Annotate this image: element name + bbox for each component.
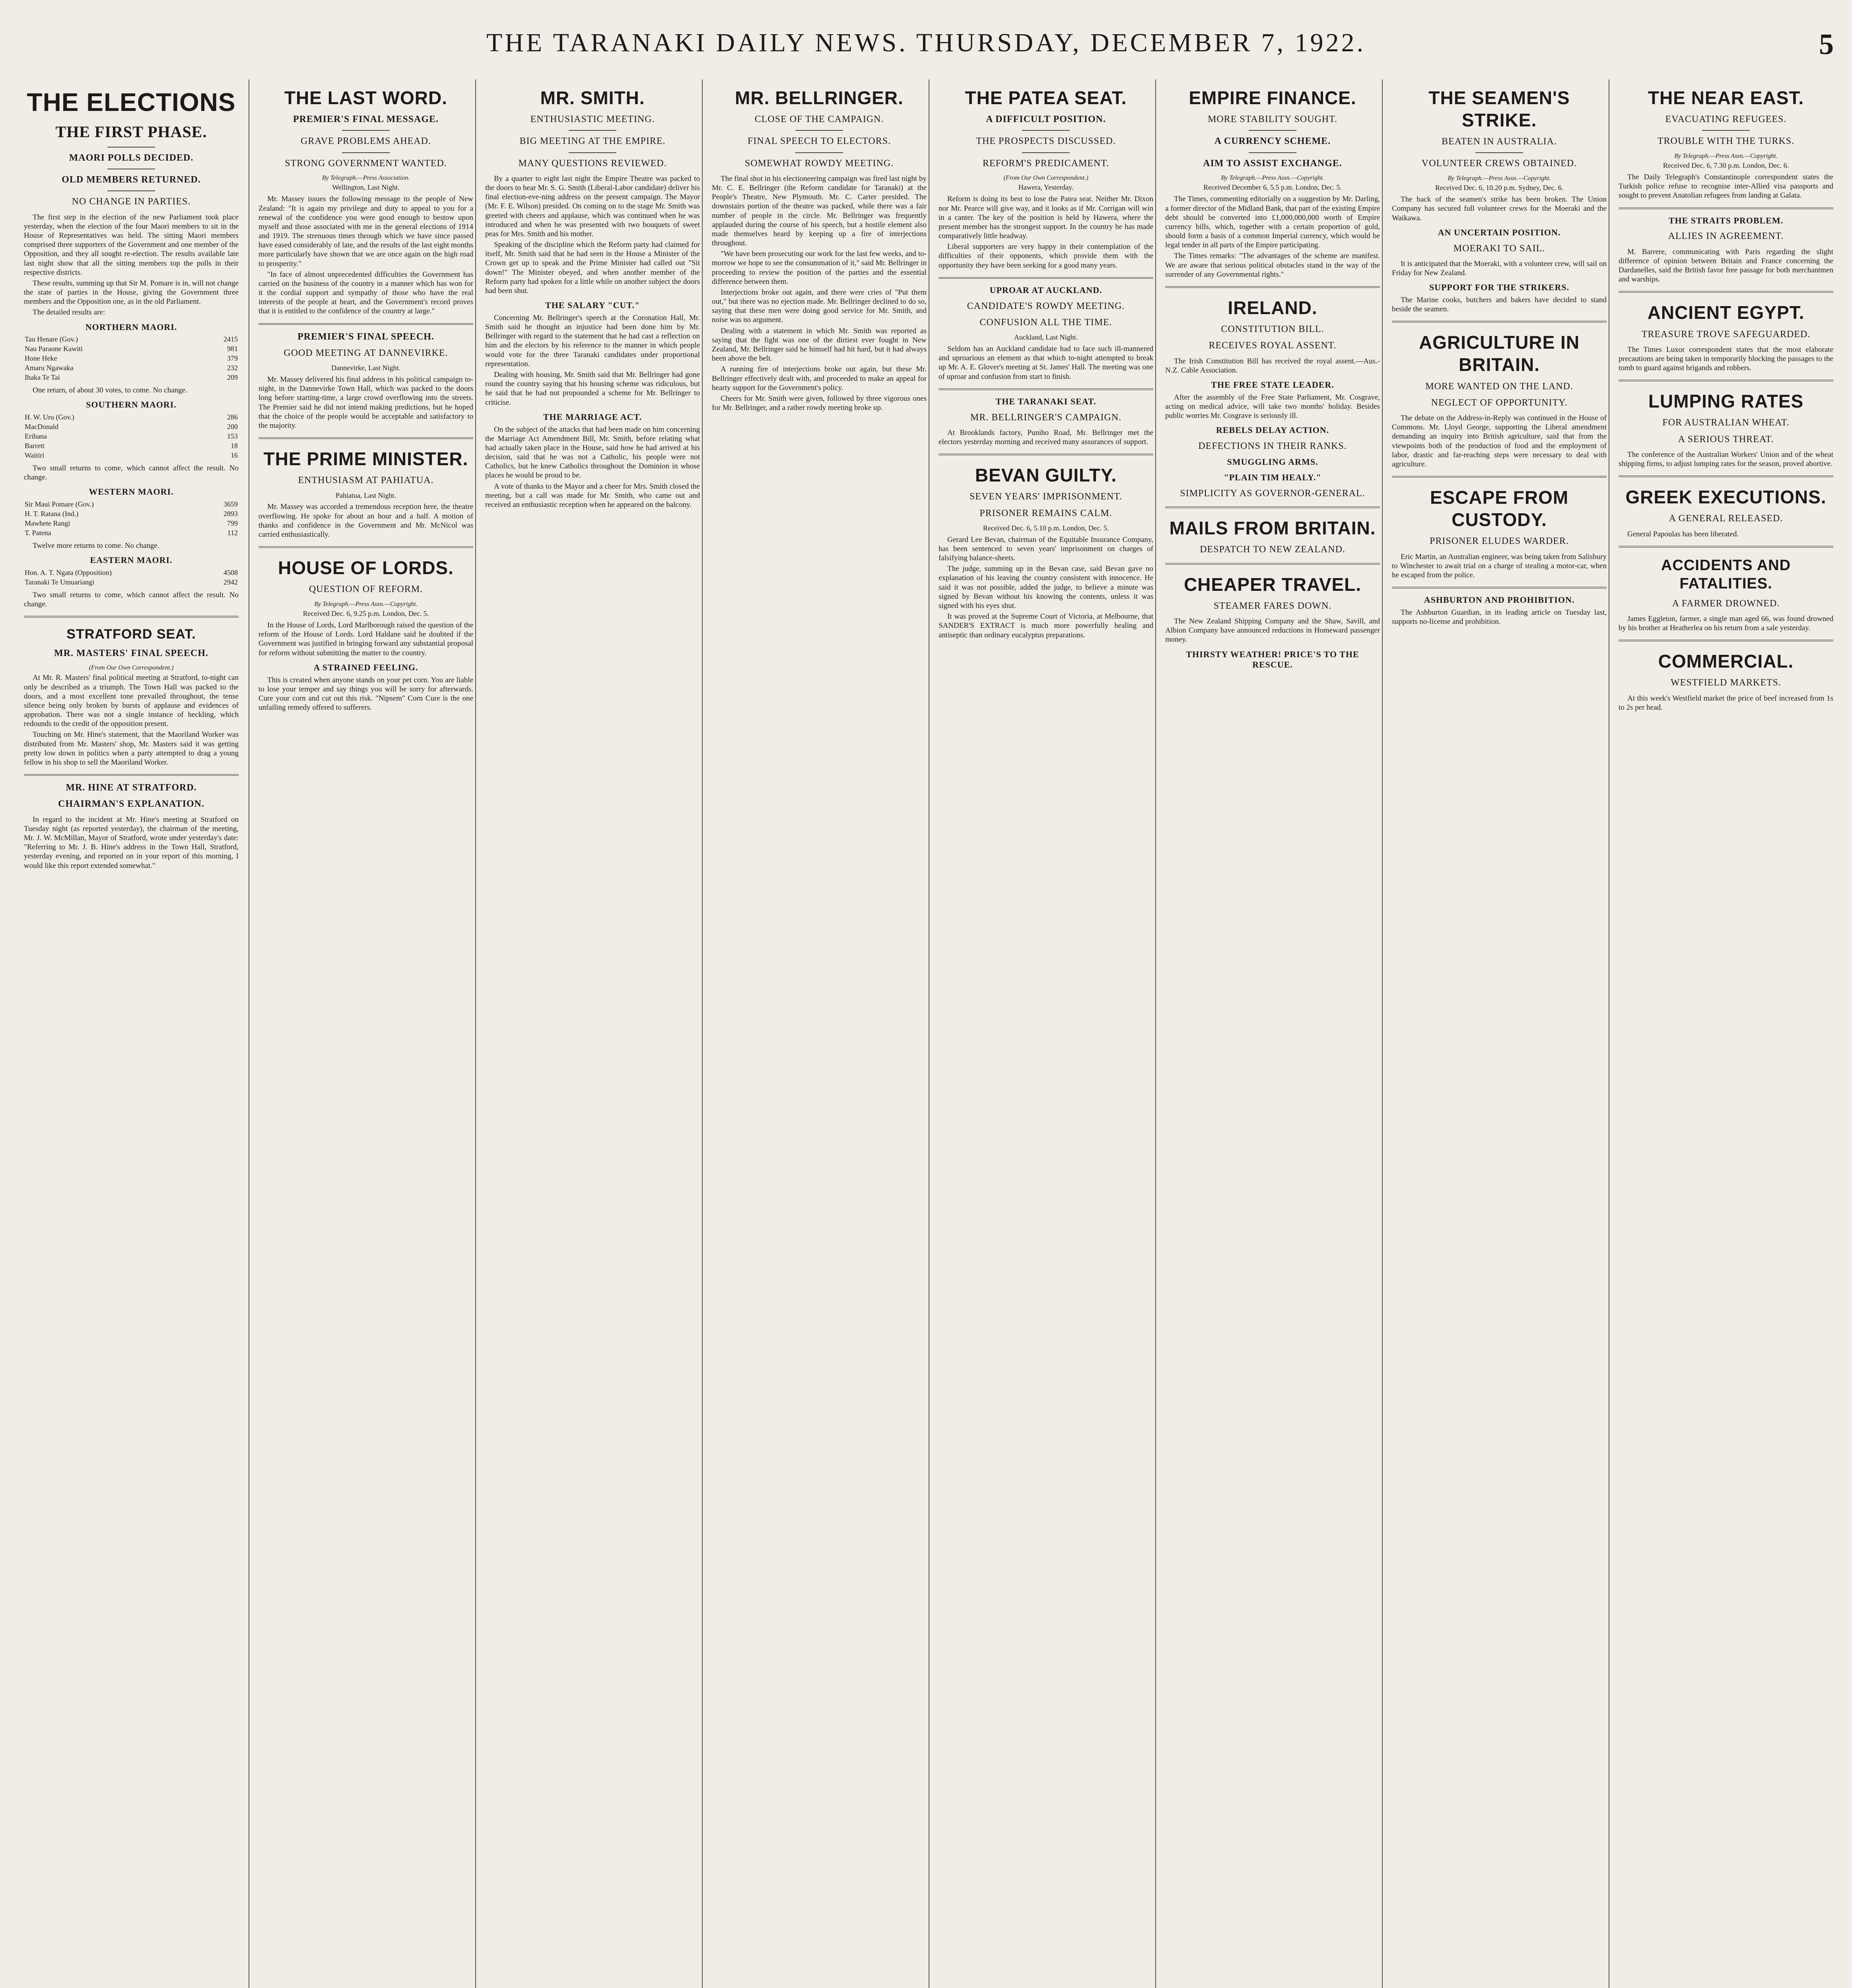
advertisement-heading: THIRSTY WEATHER! PRICE'S TO THE RESCUE. — [1186, 649, 1359, 670]
column-patea-seat — [939, 80, 1153, 1988]
headline: LUMPING RATES — [1648, 391, 1804, 412]
deck: TROUBLE WITH THE TURKS. — [1657, 136, 1795, 147]
deck: THE FIRST PHASE. — [55, 123, 207, 141]
masthead — [0, 28, 1852, 80]
vote-count: 232 — [227, 364, 238, 372]
column-rule — [1382, 80, 1383, 1988]
paragraph: "In face of almost unprecedented difficulties the Government has carried on the business of the country in a manner which has won for it the cordial support and sympathy of those who have the real interests of the people at heart, and the Government's record proves that it is entitled to the confidence of the country at large." — [258, 270, 473, 316]
deck: EVACUATING REFUGEES. — [1665, 114, 1787, 125]
candidate-name: T. Patena — [25, 528, 51, 537]
deck: DESPATCH TO NEW ZEALAND. — [1200, 544, 1345, 555]
paragraph: One return, of about 30 votes, to come. No change. — [33, 386, 187, 395]
deck: ALLIES IN AGREEMENT. — [1668, 231, 1784, 242]
subheading: REBELS DELAY ACTION. — [1216, 425, 1329, 435]
paragraph: Mr. Massey was accorded a tremendous reception here, the theatre overflowing. He spoke for about an hour and a half. A motion of thanks and confidence in the Government and Mr. McNicol was carried enthusiastically. — [258, 503, 473, 539]
paragraph: The Marine cooks, butchers and bakers have decided to stand beside the seamen. — [1392, 296, 1607, 314]
table-row — [24, 432, 239, 441]
deck: THE PROSPECTS DISCUSSED. — [976, 136, 1116, 147]
paragraph: The back of the seamen's strike has been broken. The Union Company has secured full volunteer crews for the Moeraki and the Waikawa. — [1392, 195, 1607, 222]
table-row — [24, 568, 239, 578]
district-title: WESTERN MAORI. — [89, 487, 174, 497]
headline: ANCIENT EGYPT. — [1647, 302, 1805, 323]
divider — [1475, 152, 1523, 153]
paragraph: At this week's Westfield market the price of beef increased from 1s to 2s per head. — [1619, 694, 1833, 712]
headline: THE NEAR EAST. — [1648, 87, 1804, 108]
paragraph: Cheers for Mr. Smith were given, followed by three vigorous ones for Mr. Bellringer, and a rather rowdy meeting broke up. — [712, 394, 927, 412]
deck: SOMEWHAT ROWDY MEETING. — [744, 158, 894, 169]
column-seamens-strike — [1392, 80, 1607, 1988]
vote-count: 18 — [231, 442, 238, 450]
deck: A DIFFICULT POSITION. — [986, 114, 1106, 125]
paragraph: At Brooklands factory, Puniho Road, Mr. Bellringer met the electors yesterday morning and received many assurances of support. — [939, 428, 1153, 447]
deck: CHAIRMAN'S EXPLANATION. — [58, 799, 204, 810]
deck: CANDIDATE'S ROWDY MEETING. — [967, 301, 1125, 311]
deck: NEGLECT OF OPPORTUNITY. — [1431, 397, 1568, 408]
byline: By Telegraph.—Press Association. — [322, 174, 410, 181]
paragraph: These results, summing up that Sir M. Pomare is in, will not change the state of parties in the House, giving the Government three members and the Opposition one, as in the old Parliament. — [24, 279, 239, 306]
divider — [569, 152, 616, 153]
deck: VOLUNTEER CREWS OBTAINED. — [1421, 158, 1577, 169]
vote-count: 2942 — [223, 578, 238, 586]
candidate-name: Ihaka Te Tai — [25, 373, 60, 382]
deck: STRONG GOVERNMENT WANTED. — [285, 158, 447, 169]
paragraph: Mr. Massey issues the following message to the people of New Zealand: "It is again my privilege and duty to appeal to you for a renewal of the confidence you were good enough to bestow upon myself and those associated with me in the general elections of 1914 and 1919. The strenuous times through which we have since passed have eased considerably of late, and the results of the last eight months more particularly have shown that we are once again on the high road to prosperity." — [258, 195, 473, 268]
headline: EMPIRE FINANCE. — [1189, 87, 1356, 108]
paragraph: The judge, summing up in the Bevan case, said Bevan gave no explanation of his leaving the country consistent with innocence. He said it was not possible, added the judge, to believe a minute was signed by Bevan without his knowing the contents, unless it was signed with his eyes shut. — [939, 565, 1153, 610]
headline: MR. SMITH. — [540, 87, 645, 108]
headline: HOUSE OF LORDS. — [278, 557, 454, 579]
deck: ENTHUSIASM AT PAHIATUA. — [298, 475, 434, 486]
column-last-word — [258, 80, 473, 1988]
column-mr-bellringer — [712, 80, 927, 1988]
deck: A CURRENCY SCHEME. — [1214, 136, 1331, 147]
vote-count: 2415 — [223, 335, 238, 344]
byline: By Telegraph.—Press Assn.—Copyright. — [1221, 174, 1324, 181]
dateline: Hawera, Yesterday. — [1018, 183, 1074, 192]
paragraph: At Mr. R. Masters' final political meeting at Stratford, to-night can only be described as a triumph. The Town Hall was packed to the doors, and a most excellent tone prevailed throughout, the tense silence being only broken by bursts of applause and evidences of approbation. There was not a single instance of heckling, which redounds to the credit of the opposition present. — [24, 674, 239, 728]
paragraph: Liberal supporters are very happy in their contemplation of the difficulties of their opponents, which provide them with the opportunity they have been seeking for a good many years. — [939, 243, 1153, 270]
column-near-east — [1619, 80, 1833, 1988]
vote-count: 799 — [227, 519, 238, 527]
headline: ACCIDENTS AND FATALITIES. — [1661, 557, 1791, 592]
paragraph: It is anticipated that the Moeraki, with a volunteer crew, will sail on Friday for New Zealand. — [1392, 259, 1607, 277]
table-row — [24, 373, 239, 382]
vote-count: 200 — [227, 423, 238, 431]
paragraph: On the subject of the attacks that had been made on him concerning the Marriage Act Amendment Bill, Mr. Smith, before relating what had actually taken place in the House, said how he had arrived at his decision, said that he was not a Catholic, his people were not Catholics, but he knew Catholics throughout the Dominion in whose places he would be proud to be. — [485, 425, 700, 480]
paragraph: James Eggleton, farmer, a single man aged 66, was found drowned by his brother at Heatherlea on his return from a sale yesterday. — [1619, 614, 1833, 632]
paragraph: The detailed results are: — [33, 308, 105, 317]
headline: STRATFORD SEAT. — [66, 627, 196, 642]
paragraph: The Times Luxor correspondent states that the most elaborate precautions are being taken in temporarily blocking the passages to the tomb to guard against brigands and robbers. — [1619, 345, 1833, 373]
results-table-south — [24, 413, 239, 460]
candidate-name: Tau Henare (Gov.) — [25, 335, 78, 344]
table-row — [24, 500, 239, 509]
dateline: Received Dec. 6, 9.25 p.m. London, Dec. 5. — [303, 610, 429, 618]
candidate-name: Taranaki Te Umuariangi — [25, 578, 95, 586]
column-mr-smith — [485, 80, 700, 1988]
paragraph: Dealing with a statement in which Mr. Smith was reported as saying that the fight was one of the dirtiest ever fought in New Zealand, Mr. Bellringer said he himself had hit hard, but it had always been above the belt. — [712, 326, 927, 363]
candidate-name: Nau Paraone Kawiti — [25, 345, 83, 353]
deck: GOOD MEETING AT DANNEVIRKE. — [284, 348, 448, 358]
paragraph: Dealing with housing, Mr. Smith said that Mr. Bellringer had gone round the country saying that his housing scheme was ridiculous, but he said that he had not propounded a scheme for Mr. Bellringer to criticise. — [485, 371, 700, 407]
candidate-name: Erihana — [25, 432, 47, 441]
paragraph: Seldom has an Auckland candidate had to face such ill-mannered and uproarious an element as that which to-night attempted to break up Mr. A. E. Glover's meeting at St. James' Hall. The meeting was one of uproar and confusion from start to finish. — [939, 345, 1153, 381]
subheading: THE SALARY "CUT." — [545, 300, 640, 311]
district-title: SOUTHERN MAORI. — [86, 400, 177, 410]
paragraph: The Times, commenting editorially on a suggestion by Mr. Darling, a former director of the Midland Bank, that part of the existing Empire debt should be converted into £1,000,000,000 worth of Empire currency bills, which, together with a certain proportion of gold, should form a basis of a common Imperial currency, which would be legal tender in all parts of the Empire participating. — [1165, 195, 1380, 250]
subheading: AN UNCERTAIN POSITION. — [1438, 227, 1561, 237]
byline: By Telegraph.—Press Assn.—Copyright. — [1448, 175, 1551, 182]
candidate-name: Mawhete Rangi — [25, 519, 70, 527]
deck: MR. MASTERS' FINAL SPEECH. — [54, 648, 209, 658]
table-row — [24, 509, 239, 519]
vote-count: 981 — [227, 345, 238, 353]
divider — [342, 130, 390, 131]
divider — [1249, 130, 1296, 131]
subheading: ASHBURTON AND PROHIBITION. — [1424, 595, 1575, 605]
candidate-name: Hon. A. T. Ngata (Opposition) — [25, 568, 112, 577]
paragraph: Interjections broke out again, and there were cries of "Put them out," but there was no ejection made. Mr. Bellringer declined to do so, saying that these men were doing good service for Mr. Smith, and noise was no argument. — [712, 288, 927, 324]
dateline: Received Dec. 6, 10.20 p.m. Sydney, Dec. 6. — [1435, 184, 1564, 192]
results-table-west — [24, 500, 239, 538]
deck: MOERAKI TO SAIL. — [1453, 243, 1545, 254]
table-row — [24, 335, 239, 344]
paragraph: A vote of thanks to the Mayor and a cheer for Mrs. Smith closed the meeting, but a call was made for Mr. Smith, who came out and received an enthusiastic reception when he appeared on the balcony. — [485, 482, 700, 509]
table-row — [24, 441, 239, 451]
district-title: NORTHERN MAORI. — [85, 322, 177, 332]
headline: ESCAPE FROM CUSTODY. — [1430, 487, 1569, 530]
deck: PREMIER'S FINAL MESSAGE. — [293, 114, 439, 125]
deck: PRISONER REMAINS CALM. — [979, 508, 1112, 518]
subheading: THE TARANAKI SEAT. — [995, 396, 1096, 406]
deck: FINAL SPEECH TO ELECTORS. — [747, 136, 891, 147]
table-row — [24, 519, 239, 528]
subheading: THE MARRIAGE ACT. — [543, 412, 642, 422]
deck: PRISONER ELUDES WARDER. — [1430, 536, 1569, 547]
vote-count: 209 — [227, 373, 238, 382]
subheading: A STRAINED FEELING. — [313, 662, 418, 672]
dateline: Received Dec. 6, 5.10 p.m. London, Dec. 5. — [983, 524, 1109, 532]
byline: (From Our Own Correspondent.) — [1003, 174, 1088, 181]
table-row — [24, 344, 239, 354]
deck: SIMPLICITY AS GOVERNOR-GENERAL. — [1180, 488, 1365, 499]
deck: MAORI POLLS DECIDED. — [69, 152, 194, 163]
vote-count: 112 — [227, 528, 238, 537]
deck: GRAVE PROBLEMS AHEAD. — [301, 136, 431, 147]
headline: THE LAST WORD. — [284, 87, 448, 108]
paragraph: The Irish Constitution Bill has received the royal assent.—Aus.-N.Z. Cable Association. — [1165, 357, 1380, 375]
paragraph: Touching on Mr. Hine's statement, that the Maoriland Worker was distributed from Mr. Masters' shop, Mr. Masters said it was getting pretty low down in politics when a party attempted to drag a young fellow in his shop to sell the Maoriland Worker. — [24, 730, 239, 767]
headline: CHEAPER TRAVEL. — [1183, 574, 1362, 595]
deck: STEAMER FARES DOWN. — [1213, 600, 1332, 611]
deck: CONFUSION ALL THE TIME. — [979, 317, 1112, 328]
column-empire-finance — [1165, 80, 1380, 1988]
headline: MR. BELLRINGER. — [735, 87, 904, 108]
column-rule — [1155, 80, 1156, 1988]
deck: PREMIER'S FINAL SPEECH. — [297, 331, 434, 342]
district-title: EASTERN MAORI. — [90, 555, 173, 565]
headline: THE SEAMEN'S STRIKE. — [1428, 87, 1570, 131]
column-rule — [475, 80, 476, 1988]
subheading: SUPPORT FOR THE STRIKERS. — [1429, 282, 1570, 293]
deck: TREASURE TROVE SAFEGUARDED. — [1641, 329, 1811, 340]
paragraph: The Times remarks: "The advantages of the scheme are manifest. We are aware that serious political obstacles stand in the way of the surrender of any Governmental rights." — [1165, 252, 1380, 279]
deck: MANY QUESTIONS REVIEWED. — [518, 158, 667, 169]
divider — [1022, 130, 1070, 131]
candidate-name: Sir Maui Pomare (Gov.) — [25, 500, 94, 509]
paragraph: A running fire of interjections broke out again, but these Mr. Bellringer effectively dealt with, and proceeded to make an appeal for hearty support for the Government's policy. — [712, 365, 927, 392]
paragraph: The conference of the Australian Workers' Union and of the wheat shipping firms, to adjust lumping rates for the season, proved abortive. — [1619, 450, 1833, 468]
table-row — [24, 422, 239, 432]
paragraph: The Daily Telegraph's Constantinople correspondent states the Turkish police refuse to recognise inter-Allied visa passports and sought to prevent Anatolian refugees from landing at Galata. — [1619, 173, 1833, 200]
deck: AIM TO ASSIST EXCHANGE. — [1203, 158, 1342, 169]
divider — [569, 130, 616, 131]
deck: A FARMER DROWNED. — [1672, 598, 1780, 609]
table-row — [24, 363, 239, 373]
headline: IRELAND. — [1228, 297, 1318, 318]
headline: THE ELECTIONS — [27, 88, 236, 116]
deck: ENTHUSIASTIC MEETING. — [530, 114, 655, 125]
vote-count: 379 — [227, 354, 238, 363]
paragraph: Twelve more returns to come. No change. — [33, 541, 159, 550]
dateline: Received Dec. 6, 7.30 p.m. London, Dec. 6. — [1663, 161, 1789, 170]
table-row — [24, 528, 239, 538]
headline: GREEK EXECUTIONS. — [1625, 487, 1827, 508]
divider — [1702, 130, 1750, 131]
deck: REFORM'S PREDICAMENT. — [982, 158, 1110, 169]
deck: CONSTITUTION BILL. — [1221, 324, 1324, 335]
dateline: Dannevirke, Last Night. — [331, 364, 400, 372]
column-elections — [24, 80, 239, 1988]
headline: BEVAN GUILTY. — [975, 465, 1117, 486]
headline: AGRICULTURE IN BRITAIN. — [1419, 332, 1580, 375]
divider — [107, 190, 155, 191]
deck: A GENERAL RELEASED. — [1669, 513, 1783, 524]
deck: BIG MEETING AT THE EMPIRE. — [519, 136, 666, 147]
vote-count: 286 — [227, 413, 238, 421]
table-row — [24, 451, 239, 460]
deck: DEFECTIONS IN THEIR RANKS. — [1198, 441, 1347, 452]
deck: CLOSE OF THE CAMPAIGN. — [754, 114, 884, 125]
candidate-name: H. W. Uru (Gov.) — [25, 413, 74, 421]
paragraph: Gerard Lee Bevan, chairman of the Equitable Insurance Company, has been sentenced to seven years' imprisonment on charges of falsifying balance-sheets. — [939, 535, 1153, 563]
deck: WESTFIELD MARKETS. — [1671, 678, 1781, 688]
vote-count: 2893 — [223, 510, 238, 518]
subheading: SMUGGLING ARMS. — [1227, 457, 1318, 467]
masthead-title: THE TARANAKI DAILY NEWS. THURSDAY, DECEMBER 7, 1922. — [486, 28, 1366, 57]
paragraph: Speaking of the discipline which the Reform party had claimed for itself, Mr. Smith said that he had seen in the House a Minister of the Crown get up to speak and the Prime Minister had called out "Sit down!" The Minister obeyed, and when another member of the Reform party had spoken for a little while on another subject the doors had been shut. — [485, 241, 700, 295]
divider — [795, 152, 843, 153]
paragraph: Reform is doing its best to lose the Patea seat. Neither Mr. Dixon nor Mr. Pearce will give way, and it looks as if Mr. Corrigan will win in a canter. The key of the position is held by Hawera, where the present member has the strongest support. In the country he has made comparatively little headway. — [939, 195, 1153, 241]
subheading: THE STRAITS PROBLEM. — [1668, 215, 1784, 225]
candidate-name: Amaru Ngawaka — [25, 364, 74, 372]
subheading: UPROAR AT AUCKLAND. — [989, 285, 1102, 295]
dateline: Auckland, Last Night. — [1014, 333, 1078, 342]
column-rule — [702, 80, 703, 1988]
deck: BEATEN IN AUSTRALIA. — [1442, 136, 1557, 147]
paragraph: The debate on the Address-in-Reply was continued in the House of Commons. Mr. Lloyd George, supporting the Liberal amendment demanding an inquiry into British agriculture, said that from the viewpoints both of the production of food and the employment of labor, drastic and far-reaching steps were necessary to deal with agriculture. — [1392, 414, 1607, 468]
table-row — [24, 354, 239, 363]
deck: MORE STABILITY SOUGHT. — [1207, 114, 1338, 125]
subheading: THE FREE STATE LEADER. — [1211, 379, 1334, 390]
divider — [1249, 152, 1296, 153]
dateline: Pahiatua, Last Night. — [336, 491, 396, 499]
paragraph: After the assembly of the Free State Parliament, Mr. Cosgrave, acting on medical advice, will take two months' holiday. Besides public worries Mr. Cosgrave is seriously ill. — [1165, 393, 1380, 420]
deck: OLD MEMBERS RETURNED. — [62, 175, 201, 185]
paragraph: General Papoulas has been liberated. — [1627, 530, 1739, 538]
deck: FOR AUSTRALIAN WHEAT. — [1662, 417, 1790, 428]
deck: NO CHANGE IN PARTIES. — [72, 196, 191, 207]
headline: MAILS FROM BRITAIN. — [1169, 518, 1376, 539]
paragraph: In the House of Lords, Lord Marlborough raised the question of the reform of the House of Lords. Lord Haldane said he doubted if the Government was justified in bringing forward any substantial proposal for reform without submitting the matter to the country. — [258, 621, 473, 657]
vote-count: 3659 — [223, 500, 238, 509]
deck: RECEIVES ROYAL ASSENT. — [1209, 340, 1337, 351]
divider — [342, 152, 390, 153]
vote-count: 16 — [231, 451, 238, 459]
results-table-north — [24, 335, 239, 382]
paragraph: Two small returns to come, which cannot affect the result. No change. — [24, 590, 239, 608]
vote-count: 4508 — [223, 568, 238, 577]
paragraph: The final shot in his electioneering campaign was fired last night by Mr. C. E. Bellringer (the Reform candidate for Taranaki) at the People's Theatre, New Plymouth. Mr. C. Carter presided. The downstairs portion of the theatre was packed, while there was a fair number of people in the circle. Mr. Bellringer was frequently applauded during the course of his speech, but a hostile element also made themselves heard by keeping up a fire of interjections throughout. — [712, 174, 927, 248]
candidate-name: Hone Heke — [25, 354, 57, 363]
table-row — [24, 413, 239, 422]
candidate-name: Waitiri — [25, 451, 45, 459]
paragraph: The Ashburton Guardian, in its leading article on Tuesday last, supports no-license and prohibition. — [1392, 608, 1607, 626]
candidate-name: MacDonald — [25, 423, 58, 431]
subheading: "PLAIN TIM HEALY." — [1224, 472, 1321, 483]
paragraph: "We have been prosecuting our work for the last few weeks, and to-morrow we hope to see the consummation of it," said Mr. Bellringer in proceeding to review the position of the parties and the essential difference between them. — [712, 250, 927, 286]
deck: SEVEN YEARS' IMPRISONMENT. — [969, 491, 1123, 502]
advertisement-text: It was proved at the Supreme Court of Victoria, at Melbourne, that SANDER'S EXTRACT is much more powerfully healing and antiseptic than ordinary eucalyptus preparations. — [939, 612, 1153, 639]
paragraph: By a quarter to eight last night the Empire Theatre was packed to the doors to hear Mr. S. G. Smith (Liberal-Labor candidate) deliver his final election-eve-ning address on the present campaign. The Mayor (Mr. F. E. Wilson) presided. On coming on to the stage Mr. Smith was greeted with cheers and applause, which was continued when he was introduced and when he was presented with two bouquets of sweet peas for Mrs. Smith and his mother. — [485, 174, 700, 238]
paragraph: The New Zealand Shipping Company and the Shaw, Savill, and Albion Company have announced reductions in Homeward passenger money. — [1165, 617, 1380, 644]
results-table-east — [24, 568, 239, 587]
paragraph: Eric Martin, an Australian engineer, was being taken from Salisbury to Winchester to await trial on a charge of stealing a motor-car, when he escaped from the police. — [1392, 552, 1607, 579]
candidate-name: Barrett — [25, 442, 45, 450]
byline: By Telegraph.—Press Assn.—Copyright. — [1674, 152, 1778, 159]
deck: QUESTION OF REFORM. — [309, 584, 423, 595]
advertisement-text: This is created when anyone stands on your pet corn. You are liable to lose your temper and say things you will be sorry for afterwards. Cure your corn and cut out this risk. "Nipsem" Corn Cure is the one unfailing remedy offered to sufferers. — [258, 676, 473, 712]
headline: COMMERCIAL. — [1658, 651, 1794, 672]
paragraph: Concerning Mr. Bellringer's speech at the Coronation Hall, Mr. Smith said he thought an injustice had been done him by Mr. Bellringer with regard to the statement that he had cast a reflection on him and the electors by his reference to the manner in which people would vote for the three Taranaki candidates under proportional representation. — [485, 313, 700, 368]
dateline: Received December 6, 5.5 p.m. London, Dec. 5. — [1203, 183, 1342, 192]
dateline: Wellington, Last Night. — [332, 183, 400, 192]
paragraph: Two small returns to come, which cannot affect the result. No change. — [24, 464, 239, 482]
deck: MR. HINE AT STRATFORD. — [66, 782, 197, 793]
byline: (From Our Own Correspondent.) — [89, 664, 174, 671]
headline: THE PRIME MINISTER. — [263, 448, 468, 470]
divider — [1022, 152, 1070, 153]
page-number: 5 — [1819, 28, 1836, 61]
byline: By Telegraph.—Press Assn.—Copyright. — [314, 600, 418, 608]
deck: A SERIOUS THREAT. — [1678, 434, 1774, 445]
candidate-name: H. T. Ratana (Ind.) — [25, 510, 79, 518]
deck: MORE WANTED ON THE LAND. — [1425, 381, 1573, 392]
table-row — [24, 578, 239, 587]
paragraph: Mr. Massey delivered his final address in his political campaign to-night, in the Dannevirke Town Hall, which was packed to the doors long before starting-time, a large crowd overflowing into the streets. The Premier said he did not intend making predictions, but he hoped that the choice of the people would be acceptable and satisfactory to the majority. — [258, 375, 473, 430]
paragraph: The first step in the election of the new Parliament took place yesterday, when the election of the four Maori members to sit in the House of Representatives was held. The sitting Maori members comprised three supporters of the Government and one member of the Opposition, and they all sought re-election. The results available late last night show that all the sitting members top the polls in their respective districts. — [24, 213, 239, 277]
divider — [107, 147, 155, 148]
vote-count: 153 — [227, 432, 238, 441]
paragraph: M. Barrere, communicating with Paris regarding the slight difference of opinion between Britain and France concerning the Dardanelles, said the British favor free passage for both merchantmen and warships. — [1619, 247, 1833, 284]
headline: THE PATEA SEAT. — [965, 87, 1127, 108]
deck: MR. BELLRINGER'S CAMPAIGN. — [970, 412, 1122, 423]
divider — [795, 130, 843, 131]
paragraph: In regard to the incident at Mr. Hine's meeting at Stratford on Tuesday night (as reported yesterday), the chairman of the meeting, Mr. J. W. McMillan, Mayor of Stratford, wrote under yesterday's date: "Referring to Mr. J. B. Hine's address in the Town Hall, Stratford, yesterday evening, and reported on in your report of this morning, I would like this report extended somewhat." — [24, 815, 239, 870]
